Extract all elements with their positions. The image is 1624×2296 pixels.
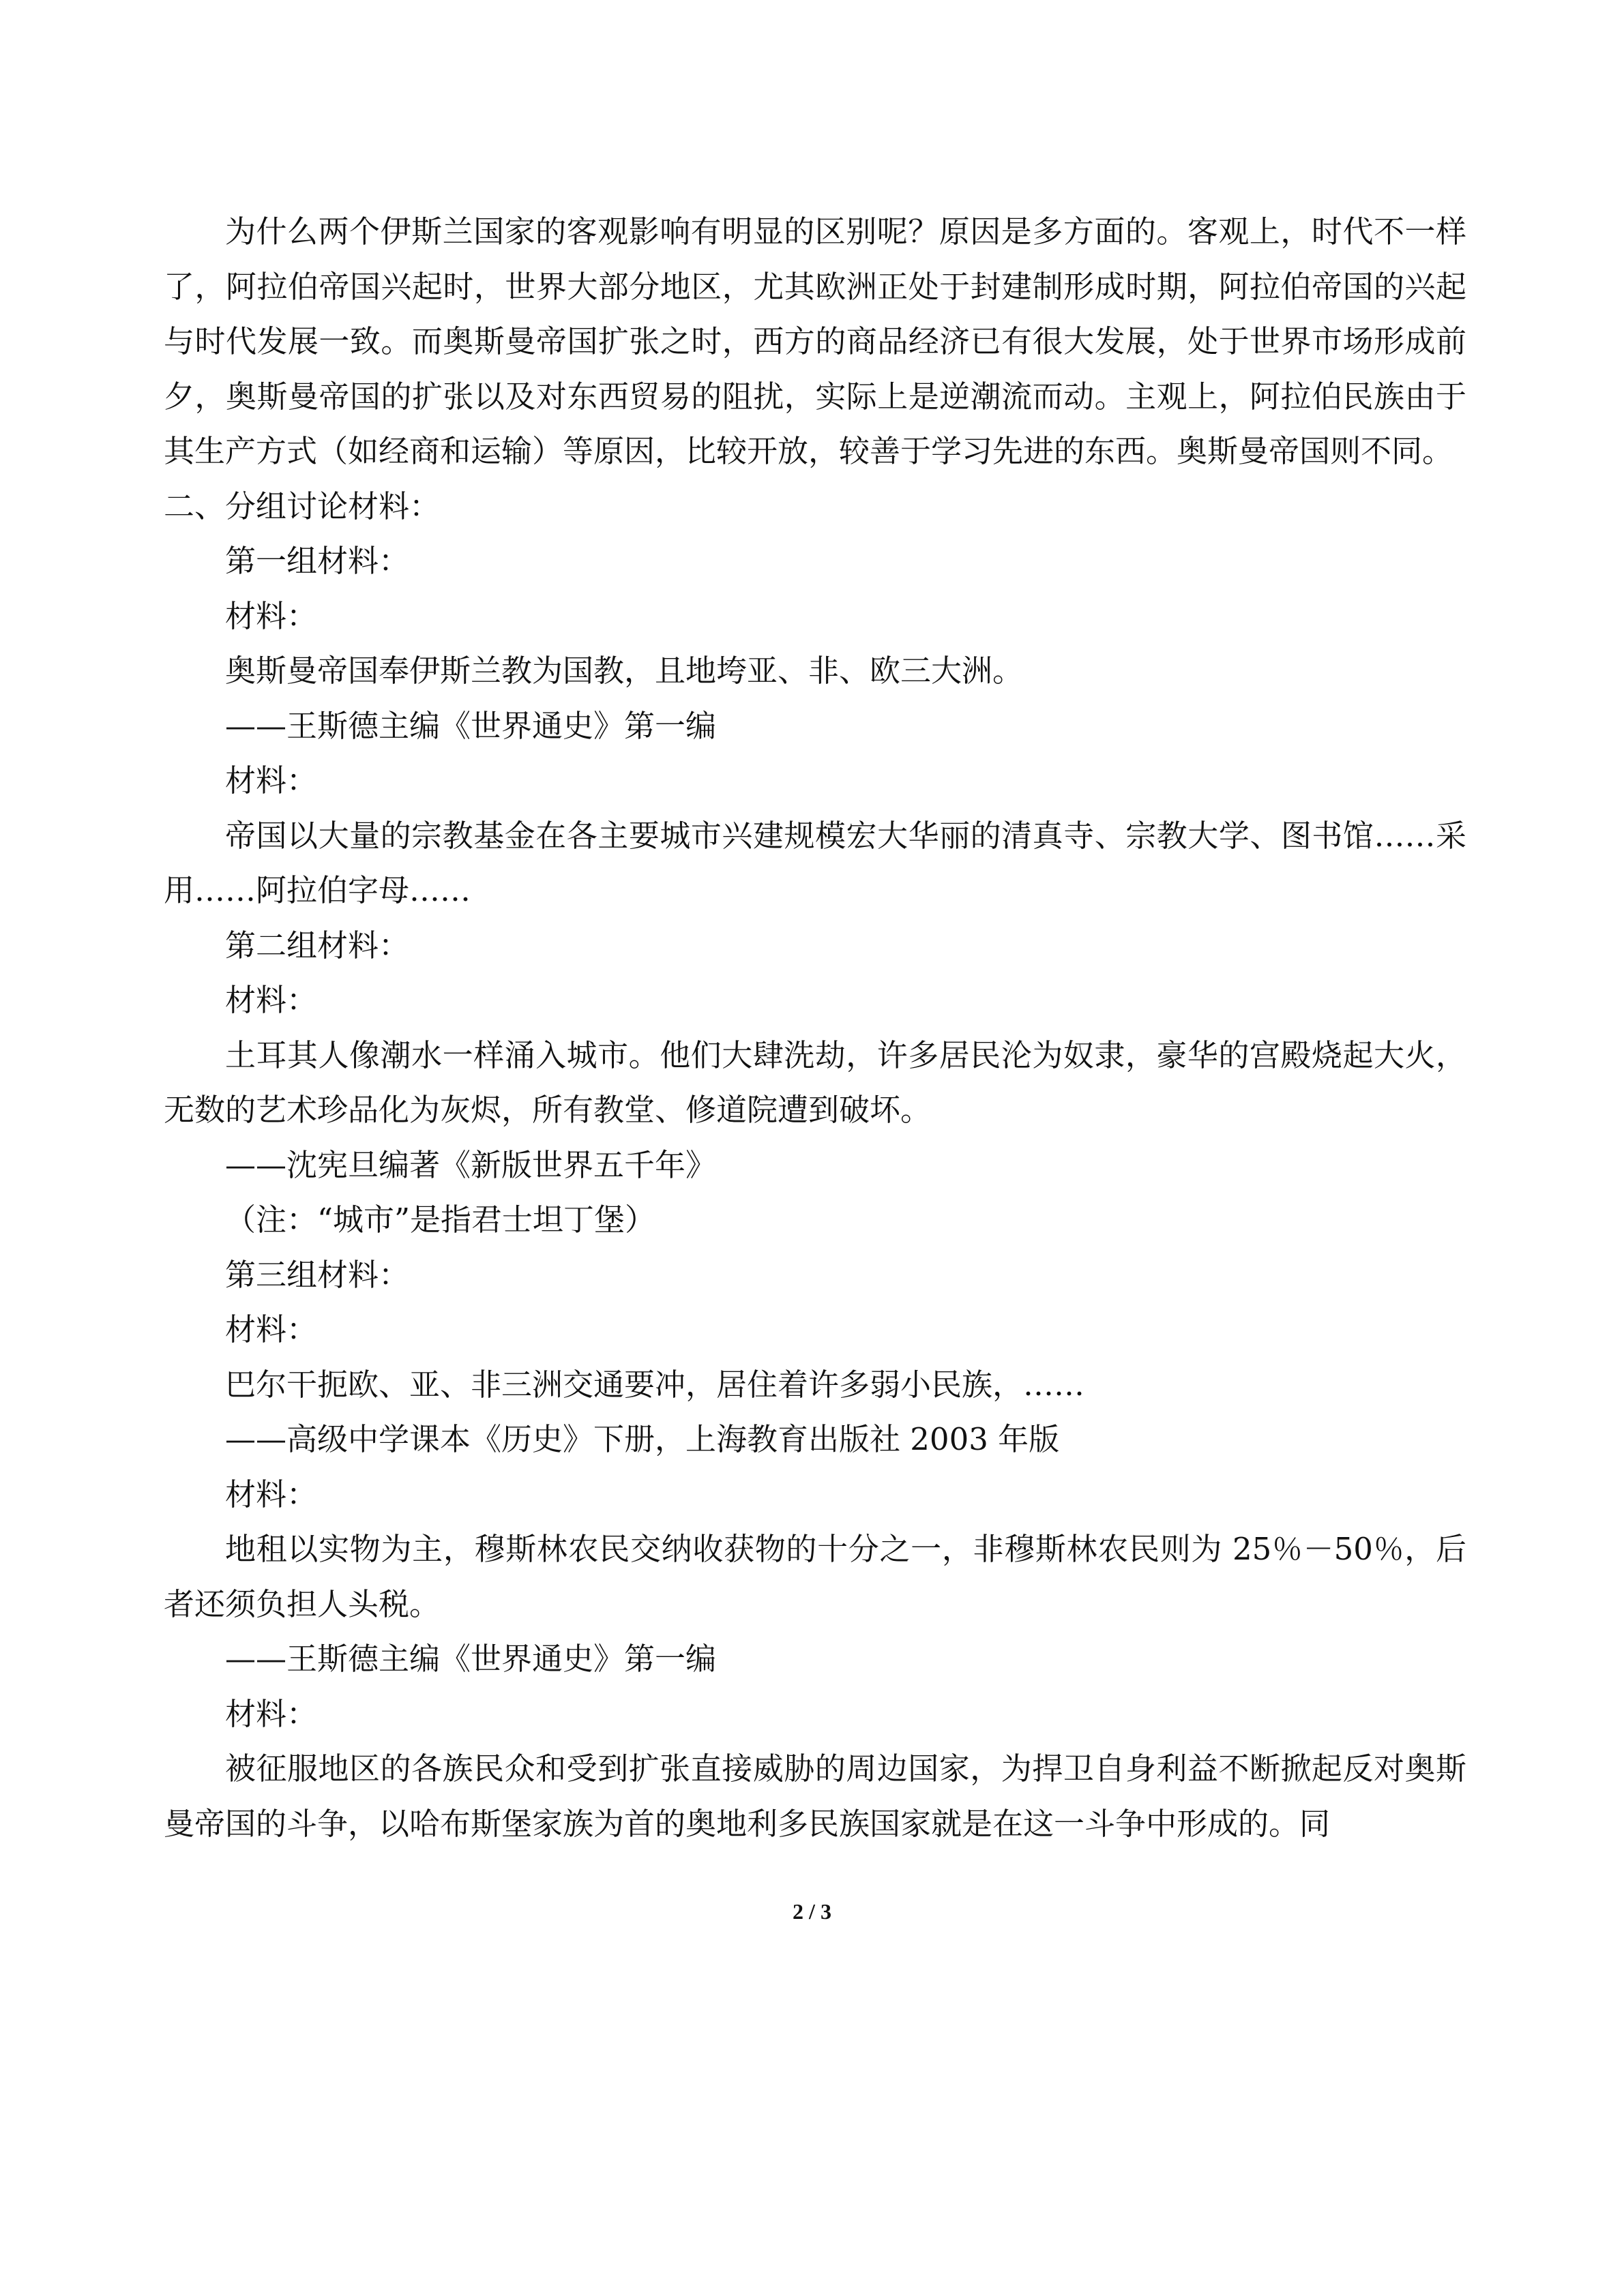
group3-material2-label: 材料：: [225, 1476, 318, 1512]
group1-material2-label: 材料：: [225, 762, 318, 799]
group1-title: 第一组材料：: [225, 543, 410, 579]
group3-material1-label: 材料：: [225, 1311, 318, 1347]
group3-material2-text: 地租以实物为主，穆斯林农民交纳收获物的十分之一，非穆斯林农民则为 25％－50％，后者还须负担人头税。: [164, 1531, 1466, 1622]
group1-material1-source: ——王斯德主编《世界通史》第一编: [225, 707, 717, 744]
group1-material2-text: 帝国以大量的宗教基金在各主要城市兴建规模宏大华丽的清真寺、宗教大学、图书馆……采用……阿拉伯字母……: [164, 817, 1466, 908]
group3-material1-source: ——高级中学课本《历史》下册，上海教育出版社 2003 年版: [225, 1421, 1060, 1457]
group1-material1-text: 奥斯曼帝国奉伊斯兰教为国教，且地垮亚、非、欧三大洲。: [225, 653, 1024, 689]
group3-material2-source: ——王斯德主编《世界通史》第一编: [225, 1641, 717, 1677]
group3-material1-text: 巴尔干扼欧、亚、非三洲交通要冲，居住着许多弱小民族，……: [225, 1366, 1085, 1403]
document-body: [164, 205, 1466, 1851]
section-heading: 二、分组讨论材料：: [164, 488, 441, 524]
group2-material1-label: 材料：: [225, 982, 318, 1018]
intro-paragraph: 为什么两个伊斯兰国家的客观影响有明显的区别呢？原因是多方面的。客观上，时代不一样了，阿拉伯帝国兴起时，世界大部分地区，尤其欧洲正处于封建制形成时期，阿拉伯帝国的兴起与时代发展一致。而奥斯曼帝国扩张之时，西方的商品经济已有很大发展，处于世界市场形成前夕，奥斯曼帝国的扩张以及对东西贸易的阻扰，实际上是逆潮流而动。主观上，阿拉伯民族由于其生产方式（如经商和运输）等原因，比较开放，较善于学习先进的东西。奥斯曼帝国则不同。: [164, 213, 1466, 469]
group3-material3-label: 材料：: [225, 1695, 318, 1732]
group1-material1-label: 材料：: [225, 597, 318, 634]
page-number: 2 / 3: [793, 1899, 831, 1924]
group3-title: 第三组材料：: [225, 1256, 410, 1293]
group2-material1-note: （注：“城市”是指君士坦丁堡）: [225, 1202, 656, 1238]
group2-material1-text: 土耳其人像潮水一样涌入城市。他们大肆洗劫，许多居民沦为奴隶，豪华的宫殿烧起大火，无数的艺术珍品化为灰烬，所有教堂、修道院遭到破坏。: [164, 1037, 1466, 1128]
group3-material3-text: 被征服地区的各族民众和受到扩张直接威胁的周边国家，为捍卫自身利益不断掀起反对奥斯曼帝国的斗争，以哈布斯堡家族为首的奥地利多民族国家就是在这一斗争中形成的。同: [164, 1750, 1466, 1842]
group2-title: 第二组材料：: [225, 927, 410, 964]
group2-material1-source: ——沈宪旦编著《新版世界五千年》: [225, 1146, 717, 1183]
